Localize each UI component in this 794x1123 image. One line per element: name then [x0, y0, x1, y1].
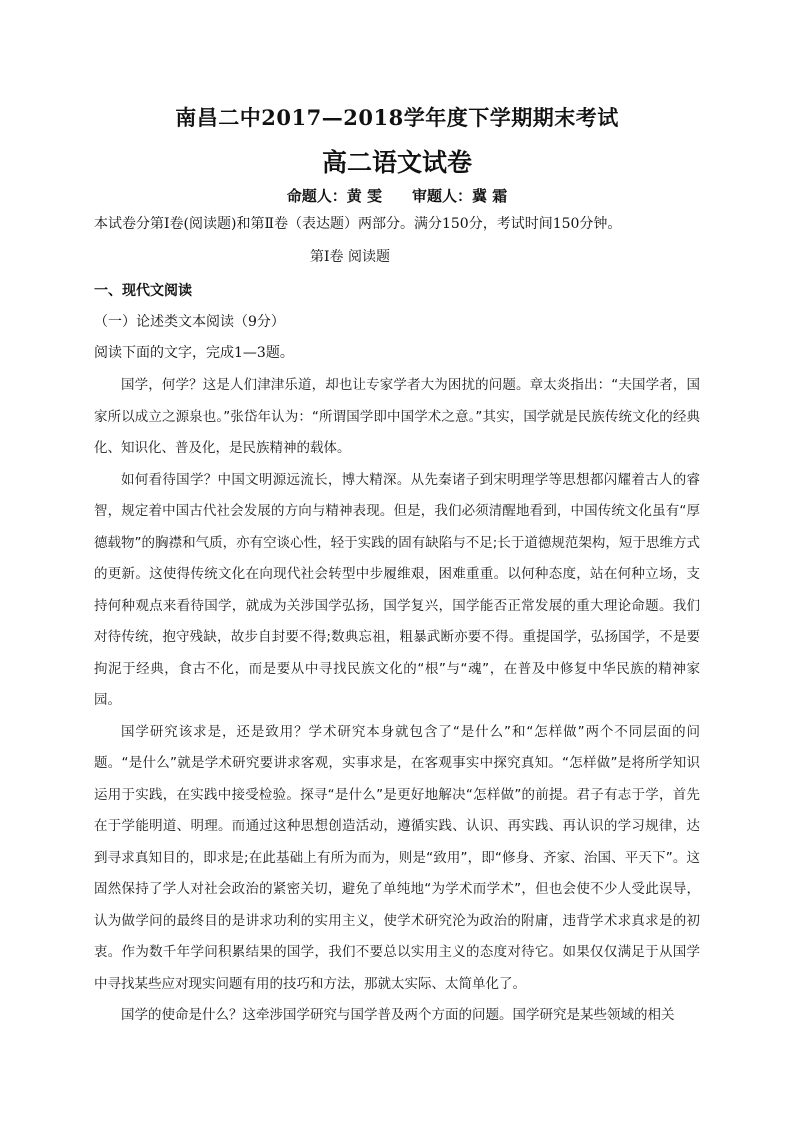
- exam-title: 南昌二中2017—2018学年度下学期期末考试: [175, 105, 619, 130]
- passage-paragraph: 如何看待国学？中国文明源远流长，博大精深。从先秦诸子到宋明理学等思想都闪耀着古人的睿智，规定着中国古代社会发展的方向与精神表现。但是，我们必须清醒地看到，中国传统文化虽有“厚德载物”的胸襟和气质，亦有空谈心性，轻于实践的固有缺陷与不足;长于道德规范架构，短于思维方式的更新。这使得传统文化在向现代社会转型中步履维艰，困难重重。以何种态度，站在何种立场，支持何种观点来看待国学，就成为关涉国学弘扬，国学复兴，国学能否正常发展的重大理论命题。我们对待传统，抱守残缺，故步自封要不得;数典忘祖，粗暴武断亦要不得。重提国学，弘扬国学，不是要拘泥于经典，食古不化，而是要从中寻找民族文化的“根”与“魂”，在普及中修复中华民族的精神家园。: [94, 471, 700, 708]
- author-label: 命题人：黄 雯: [286, 187, 382, 205]
- passage-paragraph: 国学，何学？这是人们津津乐道，却也让专家学者大为困扰的问题。章太炎指出：“夫国学者，国家所以成立之源泉也。”张岱年认为：“所谓国学即中国学术之意。”其实，国学就是民族传统文化的经典化、知识化、普及化，是民族精神的载体。: [94, 377, 700, 456]
- subsection-heading: （一）论述类文本阅读（9分）: [94, 314, 285, 330]
- authors-line: [0, 185, 794, 206]
- exam-intro: 本试卷分第Ⅰ卷(阅读题)和第Ⅱ卷（表达题）两部分。满分150分，考试时间150分钟。: [94, 216, 622, 232]
- exam-subtitle: 高二语文试卷: [321, 148, 472, 177]
- part-title: 第Ⅰ卷 阅读题: [310, 249, 390, 265]
- passage-paragraph: 国学的使命是什么？这牵涉国学研究与国学普及两个方面的问题。国学研究是某些领域的相关: [121, 1007, 675, 1023]
- passage-paragraph: 国学研究该求是，还是致用？学术研究本身就包含了“是什么”和“怎样做”两个不同层面的问题。“是什么”就是学术研究要讲求客观，实事求是，在客观事实中探究真知。“怎样做”是将所学知识运用于实践，在实践中接受检验。探寻“是什么”是更好地解决“怎样做”的前提。君子有志于学，首先在于学能明道、明理。而通过这种思想创造活动，遵循实践、认识、再实践、再认识的学习规律，达到寻求真知目的，即求是;在此基础上有所为而为，则是“致用”，即“修身、齐家、治国、平天下”。这固然保持了学人对社会政治的紧密关切，避免了单纯地“为学术而学术”，但也会使不少人受此误导，认为做学问的最终目的是讲求功利的实用主义，使学术研究沦为政治的附庸，违背学术求真求是的初衷。作为数千年学问积累结果的国学，我们不要总以实用主义的态度对待它。如果仅仅满足于从国学中寻找某些应对现实问题有用的技巧和方法，那就太实际、太简单化了。: [94, 723, 700, 992]
- section-heading: 一、现代文阅读: [94, 283, 192, 299]
- passage: [94, 370, 700, 1032]
- reviewer-label: 审题人：冀 霜: [412, 187, 508, 205]
- reading-instruction: 阅读下面的文字，完成1—3题。: [94, 345, 294, 361]
